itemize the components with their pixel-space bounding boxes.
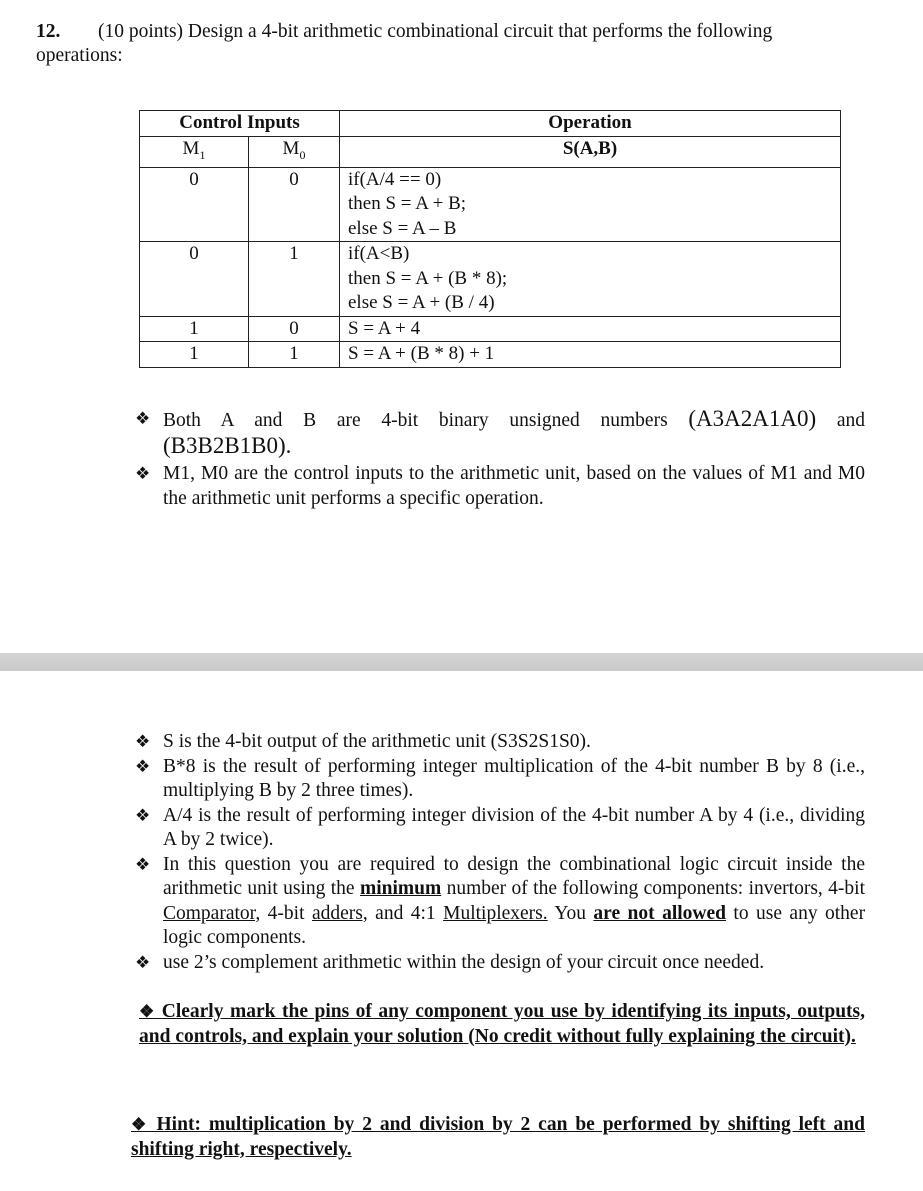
bullet-text: B*8 is the result of performing integer multiplication of the 4-bit number B by 8 (i.e., multiplying B by 2 three times). bbox=[163, 755, 865, 801]
diamond-bullet-icon: ❖ bbox=[135, 854, 151, 874]
component-multiplexers: Multiplexers. bbox=[443, 902, 548, 924]
diamond-bullet-icon: ❖ bbox=[135, 464, 151, 483]
row-m0: 1 bbox=[249, 242, 340, 317]
component-comparator: Comparator, bbox=[163, 902, 261, 924]
emphasis-minimum: minimum bbox=[359, 878, 442, 899]
header-m0: $M_0$ bbox=[249, 136, 340, 167]
header-control-inputs: Control Inputs bbox=[140, 111, 340, 137]
row-m0: 1 bbox=[249, 342, 340, 368]
diamond-bullet-icon: ❖ bbox=[135, 732, 151, 751]
op-line: S = A + 4 bbox=[348, 317, 421, 339]
bullet-and: and bbox=[836, 410, 865, 431]
op-line: then S = A + (B * 8); bbox=[348, 267, 508, 289]
table-row bbox=[140, 242, 841, 317]
bullet-multiply bbox=[135, 755, 865, 804]
bullet-components bbox=[135, 853, 865, 951]
diamond-bullet-icon: ❖ bbox=[135, 952, 151, 972]
bullet-control bbox=[135, 462, 865, 511]
question-body: Design a 4-bit arithmetic combinational circuit that performs the following operations: bbox=[36, 21, 773, 66]
op-line: S = A + (B * 8) + 1 bbox=[348, 343, 495, 365]
diamond-bullet-icon: ❖ bbox=[135, 756, 151, 776]
row-m1: 0 bbox=[140, 167, 249, 242]
bullet-operands bbox=[135, 407, 865, 458]
bullet-text: 4-bit bbox=[267, 902, 305, 924]
bullets-bottom bbox=[135, 730, 865, 975]
bullet-text: A/4 is the result of performing integer division of the 4-bit number A by 4 (i.e., dividing A by 2 twice). bbox=[163, 804, 865, 850]
question-number: 12. bbox=[36, 21, 61, 42]
bullet-output bbox=[135, 730, 865, 755]
bullet-line bbox=[163, 407, 865, 434]
note-mark-pins bbox=[139, 1000, 865, 1049]
note-text: Hint: multiplication by 2 and division by 2 can be performed by shifting left and shifting right, respectively. bbox=[131, 1114, 865, 1160]
row-operation bbox=[340, 342, 841, 368]
row-operation bbox=[340, 167, 841, 242]
bullet-text: to use any other logic components. bbox=[163, 902, 866, 948]
table-subheader-row bbox=[140, 136, 841, 167]
op-line: if(A<B) bbox=[348, 243, 410, 265]
table-row bbox=[140, 342, 841, 368]
op-line: if(A/4 == 0) bbox=[348, 168, 442, 190]
bullet-text: use 2’s complement arithmetic within the design of your circuit once needed. bbox=[163, 951, 765, 973]
row-m0: 0 bbox=[249, 316, 340, 342]
note-hint bbox=[131, 1113, 865, 1162]
row-m0: 0 bbox=[249, 167, 340, 242]
emphasis-not-allowed: are not allowed bbox=[593, 902, 726, 924]
row-m1: 1 bbox=[140, 316, 249, 342]
bullet-text: number of the following components: invertors, bbox=[446, 878, 823, 899]
bullet-text: In this question you are required to design the combinational logic circuit inside the arithmetic unit using the bbox=[163, 853, 865, 899]
header-operation: Operation bbox=[340, 111, 841, 137]
diamond-bullet-icon: ❖ bbox=[131, 1115, 157, 1134]
note-text: Clearly mark the pins of any component you use by identifying its inputs, outputs, and controls, and explain your solution (No credit without fully explaining the circuit). bbox=[139, 1001, 865, 1047]
operand-a-bits: (A3A2A1A0) bbox=[688, 406, 817, 431]
header-m1: $M_1$ bbox=[140, 136, 249, 167]
question-points: (10 points) bbox=[98, 21, 184, 42]
bullet-text: 4-bit bbox=[828, 878, 866, 899]
bullet-text: S is the 4-bit output of the arithmetic unit (S3S2S1S0). bbox=[163, 731, 591, 752]
table-row bbox=[140, 167, 841, 242]
bullet-divide bbox=[135, 804, 865, 853]
page-separator bbox=[0, 653, 923, 671]
bullets-top bbox=[135, 407, 865, 511]
diamond-bullet-icon: ❖ bbox=[135, 409, 151, 428]
bullet-text: and 4:1 bbox=[375, 902, 436, 924]
row-m1: 1 bbox=[140, 342, 249, 368]
row-operation bbox=[340, 316, 841, 342]
op-line: then S = A + B; bbox=[348, 193, 467, 215]
operations-table bbox=[139, 110, 841, 368]
component-adders: adders, bbox=[311, 902, 368, 924]
question-text bbox=[36, 20, 856, 68]
bullet-text: Both A and B are 4-bit binary unsigned numbers bbox=[163, 410, 668, 431]
bullet-text: M1, M0 are the control inputs to the arithmetic unit, based on the values of M1 and M0 the arithmetic unit performs a specific operation. bbox=[163, 463, 865, 509]
op-line: else S = A – B bbox=[348, 217, 457, 239]
op-line: else S = A + (B / 4) bbox=[348, 292, 495, 314]
row-operation bbox=[340, 242, 841, 317]
bullet-twos-complement bbox=[135, 951, 865, 976]
table-row bbox=[140, 316, 841, 342]
table-header-row bbox=[140, 111, 841, 137]
row-m1: 0 bbox=[140, 242, 249, 317]
operand-b-bits: (B3B2B1B0). bbox=[163, 432, 292, 458]
diamond-bullet-icon: ❖ bbox=[135, 805, 151, 825]
bullet-text: You bbox=[554, 902, 586, 924]
header-s-ab: S(A,B) bbox=[340, 136, 841, 167]
diamond-bullet-icon: ❖ bbox=[139, 1002, 162, 1021]
